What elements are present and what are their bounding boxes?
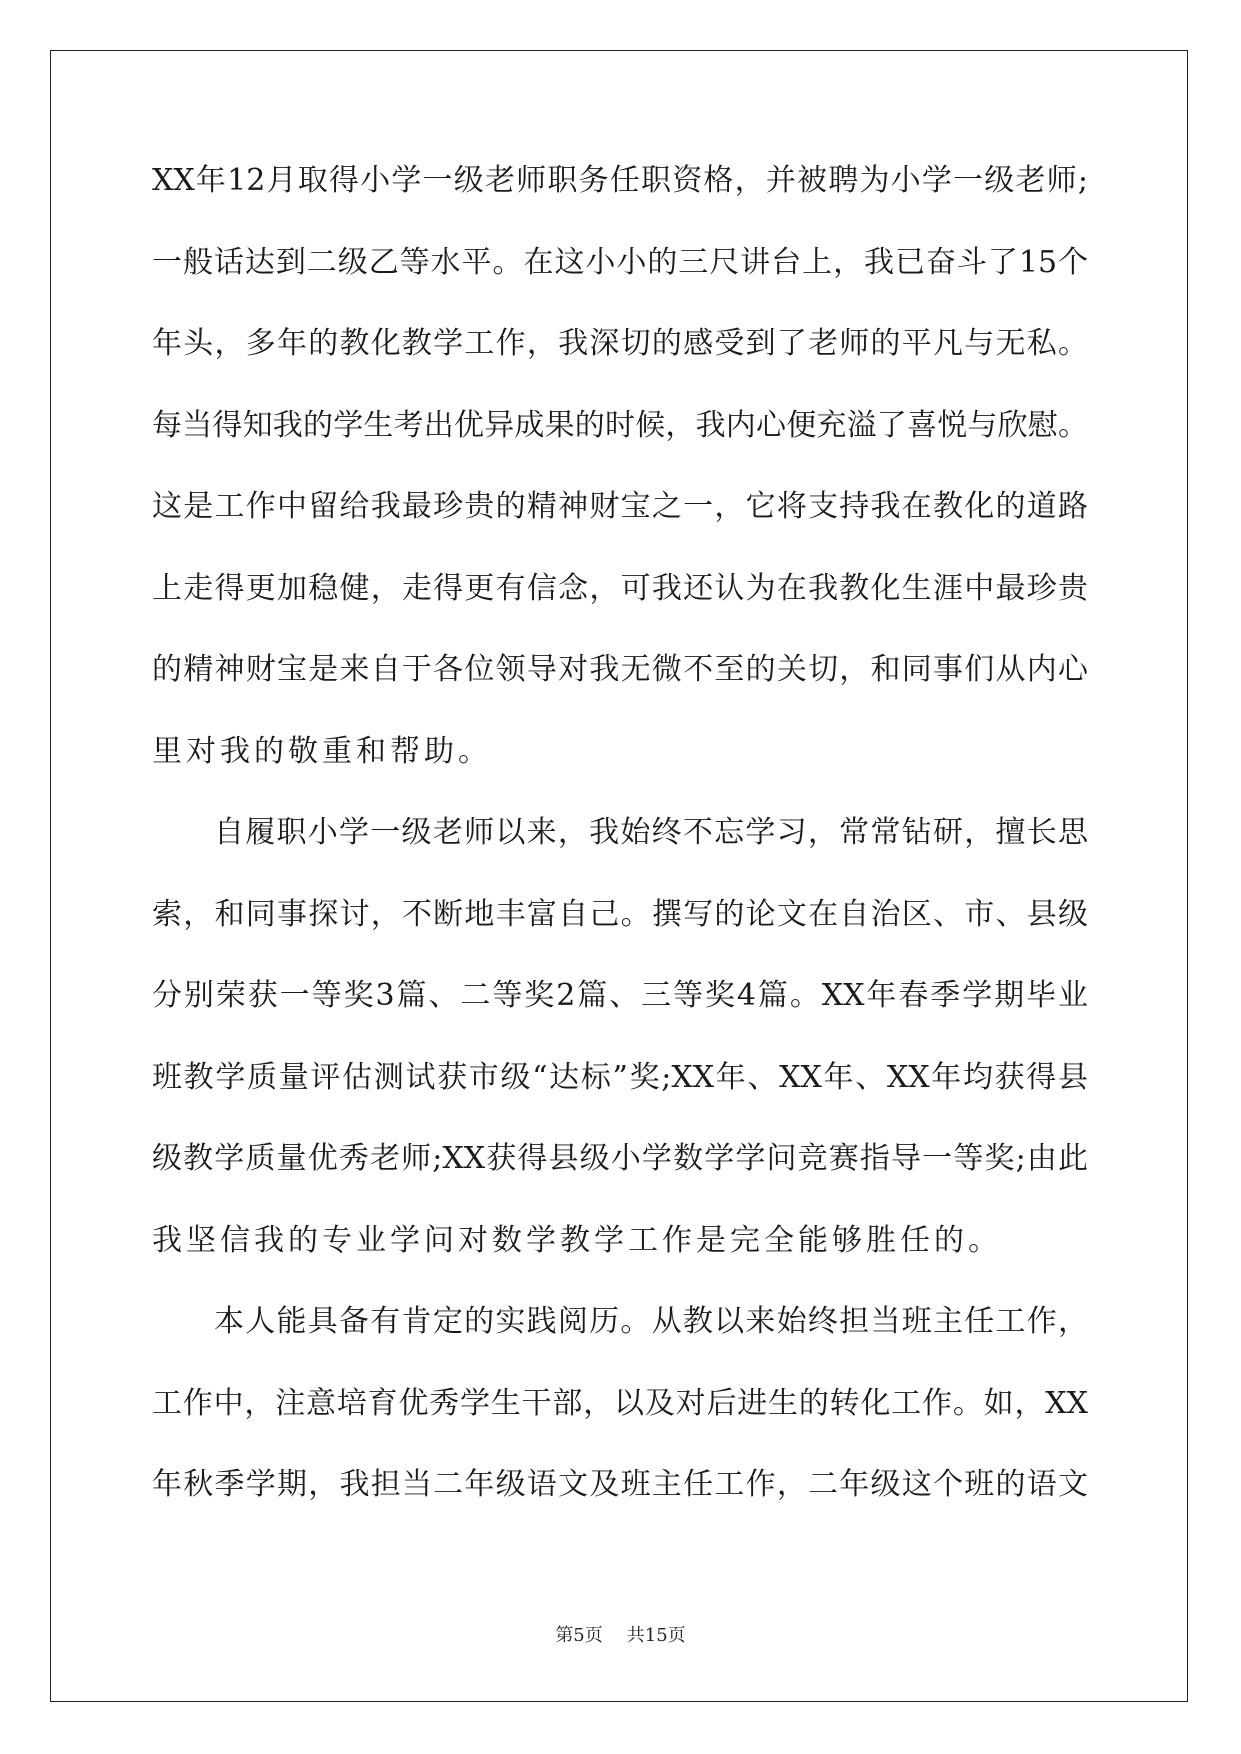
page-total: 共15页: [626, 1625, 686, 1646]
text-line: 的精神财宝是来自于各位领导对我无微不至的关切，和同事们从内心: [152, 652, 1088, 687]
text-line: 每当得知我的学生考出优异成果的时候，我内心便充溢了喜悦与欣慰。: [152, 407, 1088, 443]
text-line: 工作中，注意培育优秀学生干部，以及对后进生的转化工作。如，XX: [152, 1385, 1088, 1421]
text-line: 年秋季学期，我担当二年级语文及班主任工作，二年级这个班的语文: [152, 1467, 1088, 1502]
page-number: 第5页: [555, 1625, 603, 1646]
text-line: 班教学质量评估测试获市级“达标”奖;XX年、XX年、XX年均获得县: [152, 1059, 1088, 1095]
text-line: 级教学质量优秀老师;XX获得县级小学数学学问竞赛指导一等奖;由此: [152, 1141, 1088, 1176]
text-line: 里对我的敬重和帮助。: [152, 733, 492, 769]
paragraph-start-line: 本人能具备有肯定的实践阅历。从教以来始终担当班主任工作，: [214, 1304, 1088, 1339]
page-footer: [0, 1621, 1241, 1647]
text-line: 年头，多年的教化教学工作，我深切的感受到了老师的平凡与无私。: [152, 326, 1088, 361]
text-line: 索，和同事探讨，不断地丰富自己。撰写的论文在自治区、市、县级: [152, 896, 1088, 932]
text-line: 上走得更加稳健，走得更有信念，可我还认为在我教化生涯中最珍贵: [152, 570, 1088, 606]
text-line: 分别荣获一等奖3篇、二等奖2篇、三等奖4篇。XX年春季学期毕业: [152, 978, 1088, 1013]
text-line: 我坚信我的专业学问对数学教学工作是完全能够胜任的。: [152, 1222, 1002, 1258]
text-line: XX年12月取得小学一级老师职务任职资格，并被聘为小学一级老师;: [152, 163, 1088, 198]
document-body: [152, 163, 1088, 1552]
text-line: 一般话达到二级乙等水平。在这小小的三尺讲台上，我已奋斗了15个: [152, 244, 1088, 280]
text-line: 这是工作中留给我最珍贵的精神财宝之一，它将支持我在教化的道路: [152, 489, 1088, 524]
paragraph-start-line: 自履职小学一级老师以来，我始终不忘学习，常常钻研，擅长思: [214, 815, 1088, 850]
